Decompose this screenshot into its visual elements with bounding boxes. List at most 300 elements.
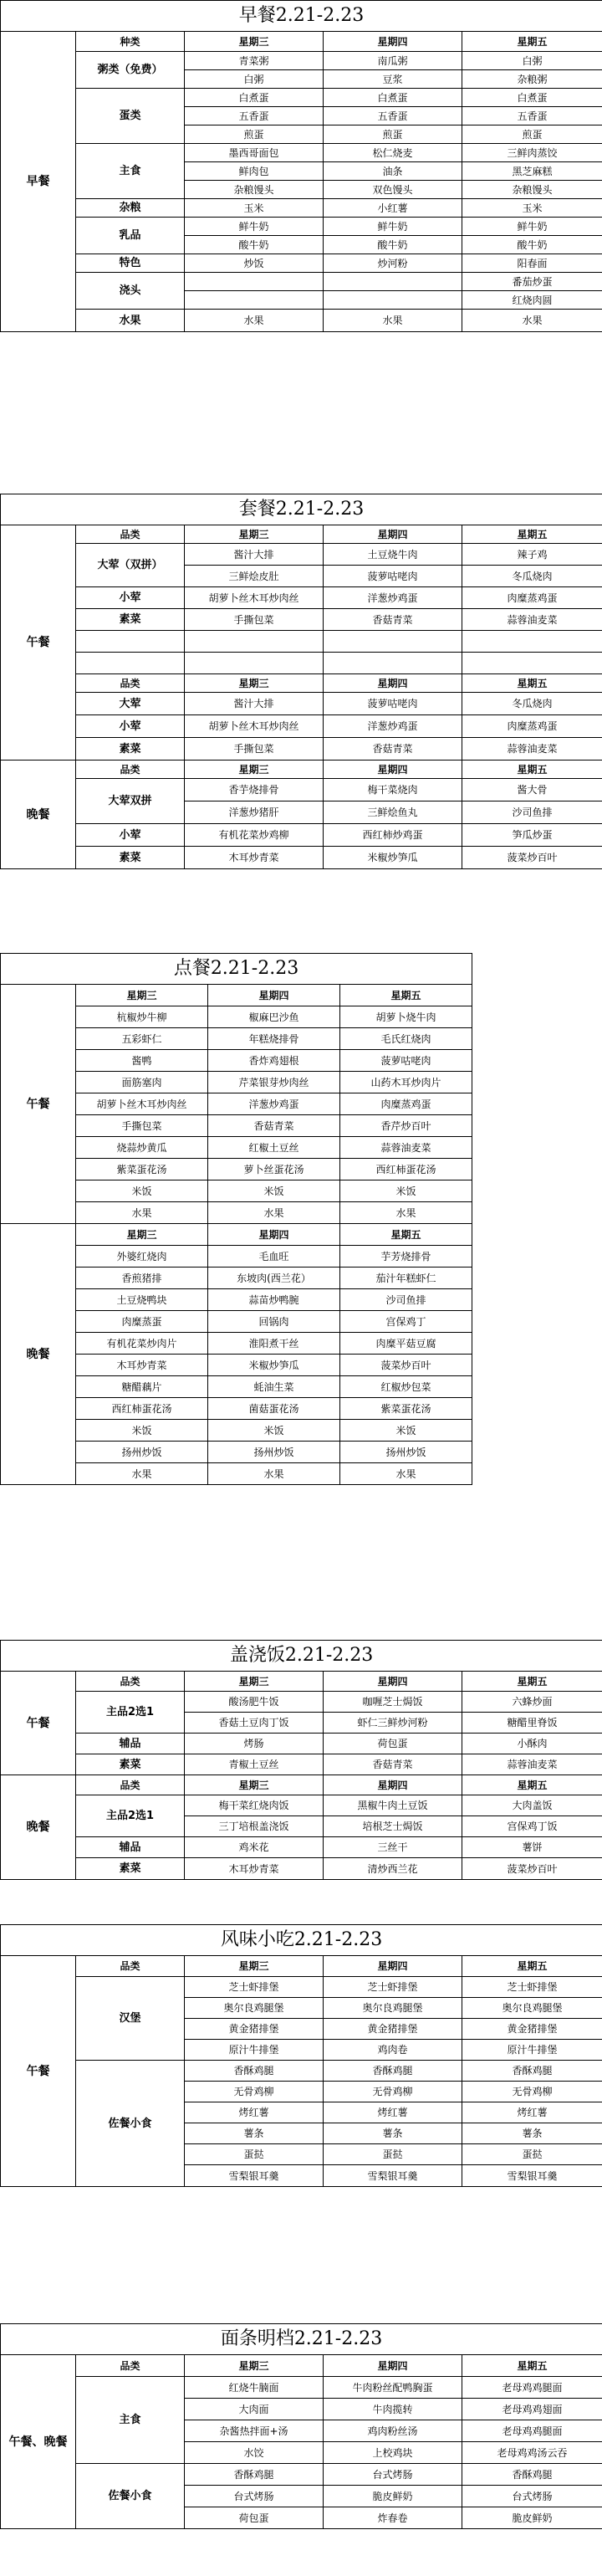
dish-cell [185,291,324,310]
dish-cell: 酸汤肥牛饭 [185,1692,324,1713]
dish-cell: 紫菜蛋花汤 [76,1159,208,1180]
col-header-wed: 星期三 [76,1224,208,1246]
dish-cell: 牛肉揽转 [324,2399,462,2420]
dish-cell: 水果 [76,1463,208,1485]
dish-cell: 老母鸡鸡腿面 [462,2420,602,2442]
dish-cell: 三鲜烩鱼丸 [324,801,462,824]
dish-cell: 米饭 [340,1420,472,1442]
dish-cell: 洋葱炒鸡蛋 [208,1093,340,1115]
col-header-thu: 星期四 [324,1672,462,1692]
dish-cell: 奥尔良鸡腿堡 [462,1998,602,2019]
dish-cell: 胡萝卜丝木耳炒肉丝 [185,587,324,609]
dish-cell: 蒜苗炒鸭腕 [208,1289,340,1311]
noodle-table [0,2323,602,2529]
col-header-fri: 星期五 [462,761,602,779]
dish-cell: 虾仁三鲜炒河粉 [324,1713,462,1734]
dish-cell: 糖醋里脊饭 [462,1713,602,1734]
category-vegetable: 素菜 [76,847,185,869]
dish-cell: 炒饭 [185,254,324,273]
category-small-meat: 小荤 [76,587,185,609]
col-header-fri: 星期五 [462,525,602,544]
dish-cell: 煎蛋 [185,125,324,144]
dish-cell: 杭椒炒牛柳 [76,1006,208,1028]
dish-cell: 无骨鸡柳 [462,2082,602,2102]
dish-cell: 水果 [208,1202,340,1224]
dish-cell: 牛肉粉丝配鸭胸蛋 [324,2377,462,2399]
rice-bowl-title: 盖浇饭2.21-2.23 [1,1641,602,1672]
category-vegetable: 素菜 [76,1754,185,1775]
category-staple: 主食 [76,2377,185,2464]
dish-cell: 无骨鸡柳 [185,2082,324,2102]
dish-cell: 咖喱芝士焗饭 [324,1692,462,1713]
dish-cell: 手撕包菜 [185,738,324,761]
col-header-thu: 星期四 [324,1775,462,1795]
category-staple: 主食 [76,144,185,199]
dish-cell: 老母鸡鸡汤云吞 [462,2442,602,2464]
category-big-meat: 大荤 [76,693,185,715]
dish-cell: 白煮蛋 [462,89,602,107]
dish-cell: 台式烤肠 [462,2486,602,2507]
dish-cell: 白煮蛋 [324,89,462,107]
dish-cell: 红烧牛腩面 [185,2377,324,2399]
category-burger: 汉堡 [76,1977,185,2061]
dish-cell: 原汁牛排堡 [462,2040,602,2061]
dish-cell: 三鲜肉蒸饺 [462,144,602,162]
dish-cell: 酱汁大排 [185,544,324,566]
snack-title: 风味小吃2.21-2.23 [1,1925,602,1956]
dish-cell: 肉糜蒸鸡蛋 [462,587,602,609]
dish-cell: 薯条 [462,2123,602,2144]
dish-cell: 水果 [185,310,324,332]
col-header-type: 品类 [76,1956,185,1977]
dish-cell: 烧蒜炒黄瓜 [76,1137,208,1159]
dish-cell: 煎蛋 [462,125,602,144]
dish-cell: 菌菇蛋花汤 [208,1398,340,1420]
dish-cell: 香酥鸡腿 [185,2061,324,2082]
dish-cell: 白煮蛋 [185,89,324,107]
dish-cell: 水果 [340,1463,472,1485]
dish-cell: 杂粮馒头 [462,181,602,199]
col-header-wed: 星期三 [185,1775,324,1795]
dish-cell: 台式烤肠 [324,2464,462,2486]
category-vegetable: 素菜 [76,1858,185,1880]
dish-cell: 手撕包菜 [76,1115,208,1137]
dish-cell: 香芹炒百叶 [340,1115,472,1137]
meal-label-dinner: 晚餐 [1,761,76,869]
dish-cell: 椒麻巴沙鱼 [208,1006,340,1028]
meal-label-lunch: 午餐 [1,1956,76,2187]
dish-cell: 酱汁大排 [185,693,324,715]
dish-cell: 酸牛奶 [185,236,324,254]
dish-cell: 奥尔良鸡腿堡 [324,1998,462,2019]
dish-cell: 奥尔良鸡腿堡 [185,1998,324,2019]
dish-cell: 土豆烧鸭块 [76,1289,208,1311]
dish-cell: 回锅肉 [208,1311,340,1333]
dish-cell: 梅干菜烧肉 [324,779,462,801]
dish-cell: 淮阳煮干丝 [208,1333,340,1355]
dish-cell: 胡萝卜丝木耳炒肉丝 [76,1093,208,1115]
dish-cell: 米饭 [340,1180,472,1202]
dish-cell: 水果 [208,1463,340,1485]
dish-cell: 黄金猪排堡 [185,2019,324,2040]
dish-cell: 酸牛奶 [462,236,602,254]
dish-cell: 米饭 [208,1180,340,1202]
dish-cell: 茄汁年糕虾仁 [340,1268,472,1289]
set-meal-title: 套餐2.21-2.23 [1,494,602,525]
dish-cell: 阳春面 [462,254,602,273]
dish-cell: 肉糜蒸蛋 [76,1311,208,1333]
dish-cell: 红椒炒包菜 [340,1376,472,1398]
col-header-fri: 星期五 [340,985,472,1006]
col-header-thu: 星期四 [324,525,462,544]
col-header-wed: 星期三 [185,761,324,779]
dish-cell: 杂粮粥 [462,70,602,89]
dish-cell: 水果 [462,310,602,332]
dish-cell: 有机花菜炒鸡柳 [185,824,324,847]
dish-cell: 青椒土豆丝 [185,1754,324,1775]
dish-cell: 香芋烧排骨 [185,779,324,801]
dish-cell: 西红柿炒鸡蛋 [324,824,462,847]
col-header-wed: 星期三 [185,32,324,52]
dish-cell: 薯饼 [462,1837,602,1858]
dish-cell: 大肉盖饭 [462,1795,602,1816]
dish-cell: 土豆烧牛肉 [324,544,462,566]
dish-cell: 脆皮鲜奶 [462,2507,602,2529]
dish-cell: 六蜂炒面 [462,1692,602,1713]
dish-cell: 鸡米花 [185,1837,324,1858]
dish-cell: 薯条 [185,2123,324,2144]
dish-cell: 菠萝咕咾肉 [324,566,462,587]
dish-cell: 米饭 [76,1180,208,1202]
dish-cell: 木耳炒青菜 [185,1858,324,1880]
dish-cell: 洋葱炒鸡蛋 [324,715,462,738]
dish-cell: 烤红薯 [185,2102,324,2123]
dish-cell: 蒜蓉油麦菜 [462,1754,602,1775]
dish-cell: 脆皮鲜奶 [324,2486,462,2507]
category-main-choice: 主品2选1 [76,1692,185,1734]
col-header-fri: 星期五 [462,674,602,693]
dish-cell: 五香蛋 [462,107,602,125]
empty-cell [185,631,324,653]
dish-cell: 紫菜蛋花汤 [340,1398,472,1420]
dish-cell: 香酥鸡腿 [324,2061,462,2082]
category-dairy: 乳品 [76,218,185,254]
a-la-carte-title: 点餐2.21-2.23 [1,954,472,985]
dish-cell: 木耳炒青菜 [185,847,324,869]
dish-cell: 菠萝咕咾肉 [324,693,462,715]
empty-cell [76,653,185,674]
dish-cell: 雪梨银耳羹 [185,2165,324,2187]
dish-cell: 宫保鸡丁 [340,1311,472,1333]
category-side: 辅品 [76,1734,185,1754]
dish-cell: 玉米 [185,199,324,218]
meal-label-lunch: 午餐 [1,1672,76,1775]
dish-cell: 沙司鱼排 [462,801,602,824]
dish-cell: 芝士虾排堡 [324,1977,462,1998]
category-big-meat-double: 大荤（双拼） [76,544,185,587]
dish-cell: 芝士虾排堡 [185,1977,324,1998]
dish-cell: 肉糜平菇豆腐 [340,1333,472,1355]
category-side-snack: 佐餐小食 [76,2464,185,2529]
dish-cell: 菠萝咕咾肉 [340,1050,472,1072]
category-special: 特色 [76,254,185,273]
dish-cell: 炸春卷 [324,2507,462,2529]
dish-cell: 杂粮馒头 [185,181,324,199]
dish-cell: 菠菜炒百叶 [462,847,602,869]
col-header-thu: 星期四 [324,674,462,693]
dish-cell: 红椒土豆丝 [208,1137,340,1159]
dish-cell: 蛋挞 [462,2144,602,2165]
col-header-thu: 星期四 [208,1224,340,1246]
dish-cell: 水果 [324,310,462,332]
dish-cell: 雪梨银耳羹 [462,2165,602,2187]
dish-cell [324,273,462,291]
category-side: 辅品 [76,1837,185,1858]
dish-cell: 香菇青菜 [324,738,462,761]
dish-cell: 木耳炒青菜 [76,1355,208,1376]
col-header-wed: 星期三 [76,985,208,1006]
dish-cell: 水饺 [185,2442,324,2464]
dish-cell: 杂酱热拌面+汤 [185,2420,324,2442]
dish-cell: 酸牛奶 [324,236,462,254]
dish-cell: 菠菜炒百叶 [462,1858,602,1880]
dish-cell: 番茄炒蛋 [462,273,602,291]
dish-cell: 外婆红烧肉 [76,1246,208,1268]
dish-cell: 鲜牛奶 [185,218,324,236]
dish-cell: 手撕包菜 [185,609,324,631]
dish-cell: 黑椒牛肉土豆饭 [324,1795,462,1816]
empty-cell [185,653,324,674]
dish-cell: 肉糜蒸鸡蛋 [340,1093,472,1115]
category-grain: 杂粮 [76,199,185,218]
dish-cell: 西红柿蛋花汤 [340,1159,472,1180]
dish-cell: 毛氏红烧肉 [340,1028,472,1050]
dish-cell: 小红薯 [324,199,462,218]
col-header-thu: 星期四 [324,1956,462,1977]
category-topping: 浇头 [76,273,185,310]
dish-cell: 萝卜丝蛋花汤 [208,1159,340,1180]
dish-cell: 菠菜炒百叶 [340,1355,472,1376]
meal-label-breakfast: 早餐 [1,32,76,332]
dish-cell: 蛋挞 [324,2144,462,2165]
dish-cell: 鸡肉卷 [324,2040,462,2061]
dish-cell: 梅干菜红烧肉饭 [185,1795,324,1816]
dish-cell: 扬州炒饭 [340,1442,472,1463]
category-small-meat: 小荤 [76,824,185,847]
dish-cell: 原汁牛排堡 [185,2040,324,2061]
dish-cell: 香菇青菜 [208,1115,340,1137]
dish-cell: 宫保鸡丁饭 [462,1816,602,1837]
dish-cell: 胡萝卜烧牛肉 [340,1006,472,1028]
dish-cell: 沙司鱼排 [340,1289,472,1311]
dish-cell: 蛋挞 [185,2144,324,2165]
col-header-fri: 星期五 [462,1956,602,1977]
dish-cell: 年糕烧排骨 [208,1028,340,1050]
dish-cell: 毛血旺 [208,1246,340,1268]
dish-cell: 烤肠 [185,1734,324,1754]
dish-cell: 扬州炒饭 [208,1442,340,1463]
empty-cell [76,631,185,653]
col-header-fri: 星期五 [462,2355,602,2377]
dish-cell: 荷包蛋 [324,1734,462,1754]
dish-cell: 玉米 [462,199,602,218]
dish-cell: 五香蛋 [324,107,462,125]
dish-cell: 香酥鸡腿 [462,2061,602,2082]
dish-cell: 烤红薯 [324,2102,462,2123]
set-meal-table [0,494,602,869]
dish-cell: 炒河粉 [324,254,462,273]
dish-cell: 水果 [76,1202,208,1224]
dish-cell: 冬瓜烧肉 [462,693,602,715]
empty-cell [462,653,602,674]
dish-cell: 米饭 [76,1420,208,1442]
dish-cell: 米饭 [208,1420,340,1442]
dish-cell: 鸡肉粉丝汤 [324,2420,462,2442]
col-header-wed: 星期三 [185,674,324,693]
dish-cell: 胡萝卜丝木耳炒肉丝 [185,715,324,738]
dish-cell: 鲜牛奶 [324,218,462,236]
col-header-wed: 星期三 [185,1956,324,1977]
category-main-choice: 主品2选1 [76,1795,185,1837]
dish-cell: 荷包蛋 [185,2507,324,2529]
rice-bowl-table [0,1640,602,1880]
dish-cell: 香菇土豆肉丁饭 [185,1713,324,1734]
dish-cell: 红烧肉圆 [462,291,602,310]
meal-label-lunch-dinner: 午餐、晚餐 [1,2355,76,2529]
dish-cell: 双色馒头 [324,181,462,199]
dish-cell: 鲜肉包 [185,162,324,181]
dish-cell: 米椒炒笋瓜 [324,847,462,869]
meal-label-lunch: 午餐 [1,985,76,1224]
dish-cell: 笋瓜炒蛋 [462,824,602,847]
dish-cell: 老母鸡鸡腿面 [462,2377,602,2399]
dish-cell: 香酥鸡腿 [185,2464,324,2486]
dish-cell: 山药木耳炒肉片 [340,1072,472,1093]
col-header-thu: 星期四 [324,32,462,52]
dish-cell: 薯条 [324,2123,462,2144]
dish-cell: 大肉面 [185,2399,324,2420]
dish-cell: 蒜蓉油麦菜 [462,609,602,631]
meal-label-dinner: 晚餐 [1,1775,76,1880]
dish-cell: 南瓜粥 [324,52,462,70]
empty-cell [324,653,462,674]
col-header-fri: 星期五 [340,1224,472,1246]
dish-cell: 煎蛋 [324,125,462,144]
dish-cell: 五香蛋 [185,107,324,125]
dish-cell: 烤红薯 [462,2102,602,2123]
category-vegetable: 素菜 [76,609,185,631]
dish-cell: 黑芝麻糕 [462,162,602,181]
dish-cell: 蒜蓉油麦菜 [462,738,602,761]
col-header-type: 品类 [76,525,185,544]
breakfast-title: 早餐2.21-2.23 [1,1,602,32]
category-porridge: 粥类（免费） [76,52,185,89]
dish-cell: 蚝油生菜 [208,1376,340,1398]
dish-cell: 冬瓜烧肉 [462,566,602,587]
col-header-fri: 星期五 [462,1775,602,1795]
dish-cell: 墨西哥面包 [185,144,324,162]
dish-cell: 酱大骨 [462,779,602,801]
dish-cell: 洋葱炒猪肝 [185,801,324,824]
col-header-type: 品类 [76,761,185,779]
dish-cell: 无骨鸡柳 [324,2082,462,2102]
a-la-carte-table [0,953,472,1485]
col-header-type: 品类 [76,1672,185,1692]
col-header-type: 品类 [76,674,185,693]
dish-cell: 米椒炒笋瓜 [208,1355,340,1376]
dish-cell: 雪梨银耳羹 [324,2165,462,2187]
dish-cell: 肉糜蒸鸡蛋 [462,715,602,738]
dish-cell: 香菇青菜 [324,609,462,631]
dish-cell: 芹菜银芽炒肉丝 [208,1072,340,1093]
col-header-thu: 星期四 [324,2355,462,2377]
breakfast-table [0,0,602,332]
noodle-title: 面条明档2.21-2.23 [1,2324,602,2355]
dish-cell: 老母鸡鸡翅面 [462,2399,602,2420]
dish-cell [185,273,324,291]
dish-cell: 三丁培根盖浇饭 [185,1816,324,1837]
dish-cell: 油条 [324,162,462,181]
dish-cell: 鲜牛奶 [462,218,602,236]
category-vegetable: 素菜 [76,738,185,761]
dish-cell: 上校鸡块 [324,2442,462,2464]
dish-cell: 清炒西兰花 [324,1858,462,1880]
dish-cell: 青菜粥 [185,52,324,70]
dish-cell [324,291,462,310]
col-header-wed: 星期三 [185,525,324,544]
col-header-wed: 星期三 [185,2355,324,2377]
dish-cell: 香煎猪排 [76,1268,208,1289]
meal-label-lunch: 午餐 [1,525,76,761]
col-header-thu: 星期四 [324,761,462,779]
dish-cell: 芝士虾排堡 [462,1977,602,1998]
snack-table [0,1924,602,2187]
dish-cell: 香菇青菜 [324,1754,462,1775]
dish-cell: 三鲜烩皮肚 [185,566,324,587]
col-header-fri: 星期五 [462,32,602,52]
category-side-snack: 佐餐小食 [76,2061,185,2187]
dish-cell: 香炸鸡翅根 [208,1050,340,1072]
category-fruit: 水果 [76,310,185,332]
col-header-type: 品类 [76,2355,185,2377]
dish-cell: 小酥肉 [462,1734,602,1754]
dish-cell: 洋葱炒鸡蛋 [324,587,462,609]
dish-cell: 香酥鸡腿 [462,2464,602,2486]
dish-cell: 五彩虾仁 [76,1028,208,1050]
meal-label-dinner: 晚餐 [1,1224,76,1485]
dish-cell: 黄金猪排堡 [324,2019,462,2040]
dish-cell: 西红柿蛋花汤 [76,1398,208,1420]
dish-cell: 台式烤肠 [185,2486,324,2507]
empty-cell [462,631,602,653]
col-header-type: 种类 [76,32,185,52]
dish-cell: 豆浆 [324,70,462,89]
dish-cell: 蒜蓉油麦菜 [340,1137,472,1159]
dish-cell: 三丝干 [324,1837,462,1858]
col-header-type: 品类 [76,1775,185,1795]
dish-cell: 黄金猪排堡 [462,2019,602,2040]
dish-cell: 水果 [340,1202,472,1224]
dish-cell: 白粥 [462,52,602,70]
dish-cell: 扬州炒饭 [76,1442,208,1463]
dish-cell: 松仁烧麦 [324,144,462,162]
dish-cell: 东坡肉(西兰花） [208,1268,340,1289]
dish-cell: 糖醋藕片 [76,1376,208,1398]
empty-cell [324,631,462,653]
dish-cell: 酱鸭 [76,1050,208,1072]
col-header-thu: 星期四 [208,985,340,1006]
category-egg: 蛋类 [76,89,185,144]
